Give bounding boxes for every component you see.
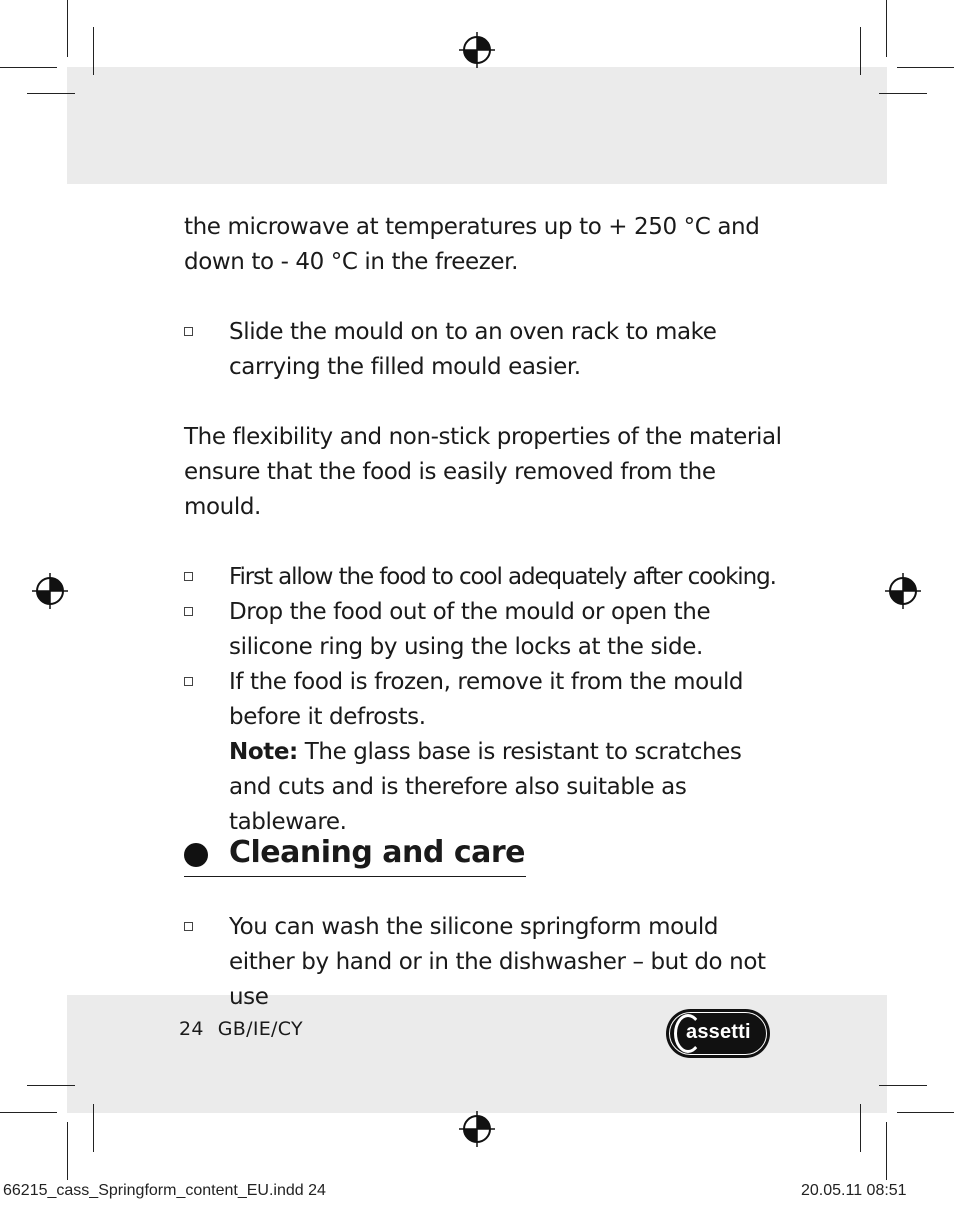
section-heading-title: Cleaning and care xyxy=(229,835,525,870)
crop-mark xyxy=(67,1122,68,1180)
list-item xyxy=(184,315,784,385)
body-text xyxy=(184,910,784,1015)
locale-code: GB/IE/CY xyxy=(217,1018,303,1040)
paragraph: The flexibility and non-stick properties of the material ensure that the food is easily removed from the mould. xyxy=(184,424,782,520)
square-bullet-icon xyxy=(184,922,193,931)
list-item xyxy=(184,560,784,595)
crop-mark xyxy=(886,1122,887,1180)
crop-mark xyxy=(93,1104,94,1152)
header-band xyxy=(67,67,887,184)
note xyxy=(184,735,784,840)
list-item-text: If the food is frozen, remove it from the mould before it defrosts. xyxy=(229,669,744,730)
section-heading xyxy=(184,833,526,877)
crop-mark xyxy=(67,0,68,57)
filled-circle-icon xyxy=(184,843,208,867)
crop-mark xyxy=(897,1112,954,1113)
crop-mark xyxy=(93,27,94,75)
list-item-text: First allow the food to cool adequately after cooking. xyxy=(229,564,776,590)
list-item xyxy=(184,595,784,665)
slug-file-info: 66215_cass_Springform_content_EU.indd 24 xyxy=(3,1182,326,1199)
crop-mark xyxy=(886,0,887,57)
note-text: The glass base is resistant to scratches and cuts and is therefore also suitable as tableware. xyxy=(229,739,742,835)
list-item-text: Drop the food out of the mould or open the silicone ring by using the locks at the side. xyxy=(229,599,711,660)
page-footer xyxy=(179,1018,317,1040)
crop-mark xyxy=(897,67,954,68)
crop-mark xyxy=(879,1085,927,1086)
registration-crosshair-icon xyxy=(459,1111,495,1147)
square-bullet-icon xyxy=(184,607,193,616)
crop-mark xyxy=(860,1104,861,1152)
square-bullet-icon xyxy=(184,677,193,686)
crop-mark xyxy=(860,27,861,75)
note-label: Note: xyxy=(229,739,298,765)
crop-mark xyxy=(27,1085,75,1086)
crop-mark xyxy=(0,1112,57,1113)
list-item xyxy=(184,910,784,1015)
crop-mark xyxy=(0,67,57,68)
list-item xyxy=(184,665,784,735)
list-item-text: Slide the mould on to an oven rack to make carrying the filled mould easier. xyxy=(229,319,717,380)
crop-mark xyxy=(27,93,75,94)
square-bullet-icon xyxy=(184,572,193,581)
logo-text: assetti xyxy=(686,1021,751,1043)
slug-date-time: 20.05.11 08:51 xyxy=(801,1182,907,1199)
brand-logo xyxy=(666,1009,770,1058)
registration-crosshair-icon xyxy=(32,573,68,609)
crop-mark xyxy=(879,93,927,94)
registration-crosshair-icon xyxy=(459,32,495,68)
list-item-text: You can wash the silicone springform mould either by hand or in the dishwasher – but do not use xyxy=(229,914,766,1010)
paragraph: the microwave at temperatures up to + 250 °C and down to - 40 °C in the freezer. xyxy=(184,214,760,275)
body-text xyxy=(184,210,784,840)
registration-crosshair-icon xyxy=(885,573,921,609)
page-number: 24 xyxy=(179,1018,204,1040)
square-bullet-icon xyxy=(184,327,193,336)
